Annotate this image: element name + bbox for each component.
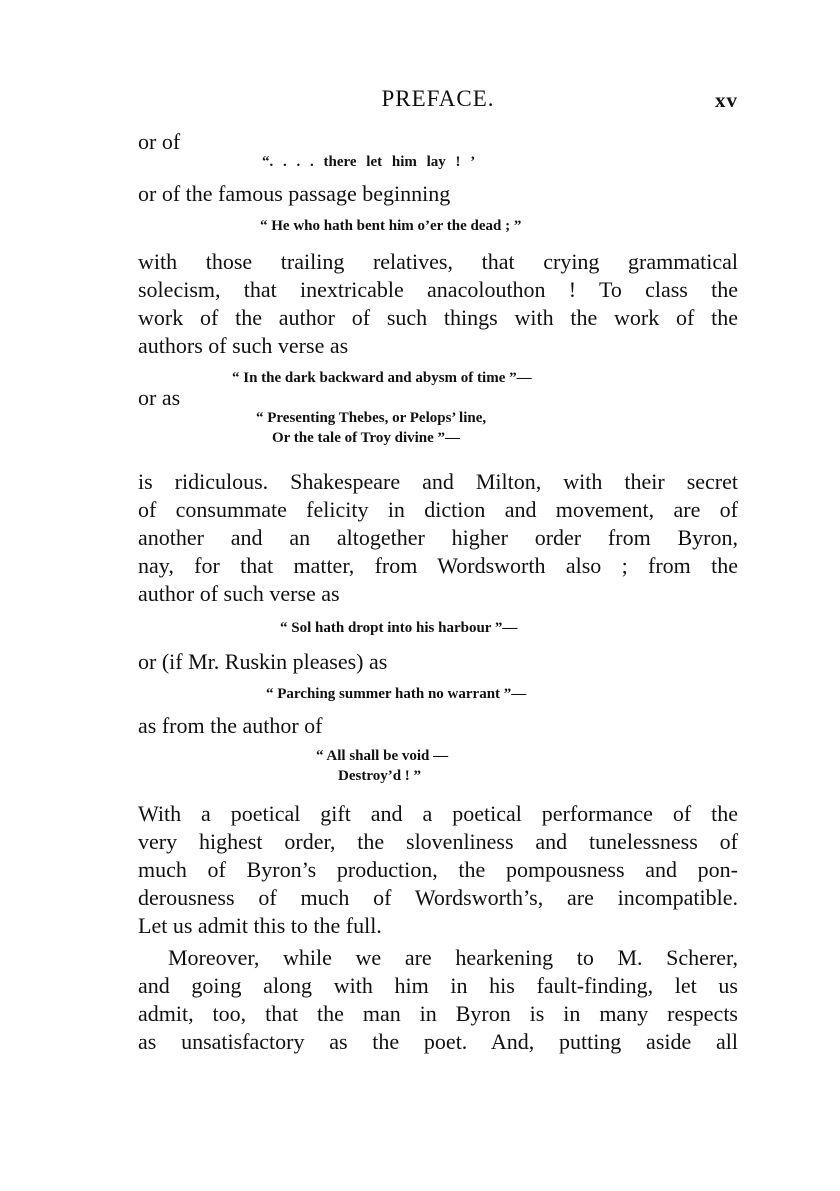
text-line: derousness of much of Wordsworth’s, are incompatible. — [138, 885, 738, 910]
verse-quote: “ Presenting Thebes, or Pelops’ line, — [256, 410, 487, 426]
verse-quote: “ He who hath bent him o’er the dead ; ” — [260, 218, 522, 234]
text-line: or of — [138, 129, 181, 154]
text-line: author of such verse as — [138, 581, 340, 606]
verse-quote: Destroy’d ! ” — [338, 768, 422, 784]
text-line: or as — [138, 385, 181, 410]
text-line: of consummate felicity in diction and movement, are of — [138, 497, 738, 522]
verse-quote: “ All shall be void — — [316, 748, 449, 764]
text-line: Moreover, while we are hearkening to M. Scherer, — [168, 945, 738, 970]
page-title: PREFACE. — [381, 86, 495, 111]
text-line: or (if Mr. Ruskin pleases) as — [138, 649, 388, 674]
running-header — [138, 86, 738, 116]
verse-quote: “ Parching summer hath no warrant ”— — [266, 686, 527, 702]
text-line: is ridiculous. Shakespeare and Milton, with their secret — [138, 469, 738, 494]
text-line: or of the famous passage beginning — [138, 181, 451, 206]
verse-quote: “. . . . there let him lay ! ’ — [262, 154, 476, 170]
text-line: with those trailing relatives, that crying grammatical — [138, 249, 738, 274]
verse-quote: Or the tale of Troy divine ”— — [272, 430, 461, 446]
text-line: authors of such verse as — [138, 333, 349, 358]
text-line: much of Byron’s production, the pompousness and pon- — [138, 857, 738, 882]
text-line: as from the author of — [138, 713, 323, 738]
text-line: another and an altogether higher order from Byron, — [138, 525, 738, 550]
verse-quote: “ In the dark backward and abysm of time ”— — [232, 370, 532, 386]
text-line: With a poetical gift and a poetical performance of the — [138, 801, 738, 826]
text-line: and going along with him in his fault-finding, let us — [138, 973, 738, 998]
text-line: admit, too, that the man in Byron is in many respects — [138, 1001, 738, 1026]
text-line: as unsatisfactory as the poet. And, putting aside all — [138, 1029, 738, 1054]
verse-quote: “ Sol hath dropt into his harbour ”— — [280, 620, 518, 636]
text-line: Let us admit this to the full. — [138, 913, 382, 938]
text-line: solecism, that inextricable anacolouthon ! To class the — [138, 277, 738, 302]
text-line: work of the author of such things with the work of the — [138, 305, 738, 330]
page-number: xv — [715, 88, 738, 112]
text-line: very highest order, the slovenliness and tunelessness of — [138, 829, 738, 854]
text-line: nay, for that matter, from Wordsworth also ; from the — [138, 553, 738, 578]
